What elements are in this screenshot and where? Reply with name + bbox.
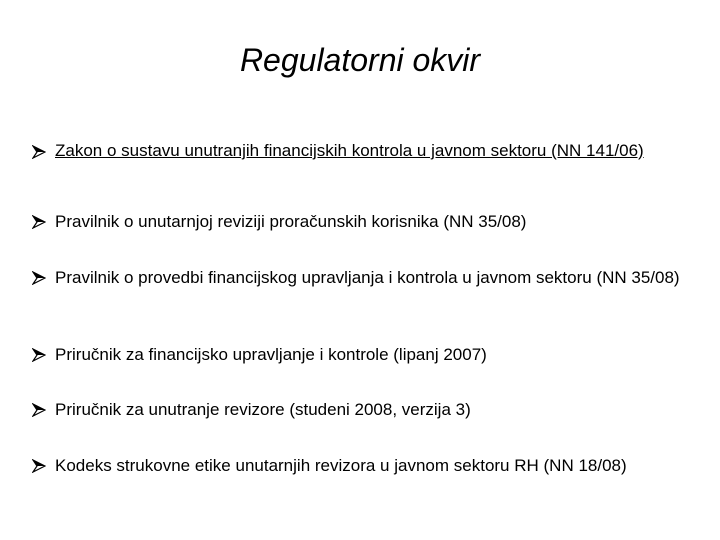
arrow-bullet-icon — [32, 348, 46, 362]
bullet-text: Priručnik za unutranje revizore (studeni 2008, verzija 3) — [55, 400, 471, 419]
bullet-text: Priručnik za financijsko upravljanje i kontrole (lipanj 2007) — [55, 345, 487, 364]
arrow-bullet-icon — [32, 271, 46, 285]
slide-title: Regulatorni okvir — [239, 42, 481, 78]
bullet-text: Zakon o sustavu unutranjih financijskih kontrola u javnom sektoru (NN 141/06) — [55, 141, 644, 160]
bullet-text: Pravilnik o provedbi financijskog upravljanja i kontrola u javnom sektoru (NN 35/08) — [55, 268, 680, 287]
arrow-bullet-icon — [32, 403, 46, 417]
bullet-text: Pravilnik o unutarnjoj reviziji proračunskih korisnika (NN 35/08) — [55, 212, 527, 231]
bullet-text: Kodeks strukovne etike unutarnjih revizora u javnom sektoru RH (NN 18/08) — [55, 456, 627, 475]
arrow-bullet-icon — [32, 215, 46, 229]
arrow-bullet-icon — [32, 459, 46, 473]
arrow-bullet-icon — [32, 145, 46, 159]
